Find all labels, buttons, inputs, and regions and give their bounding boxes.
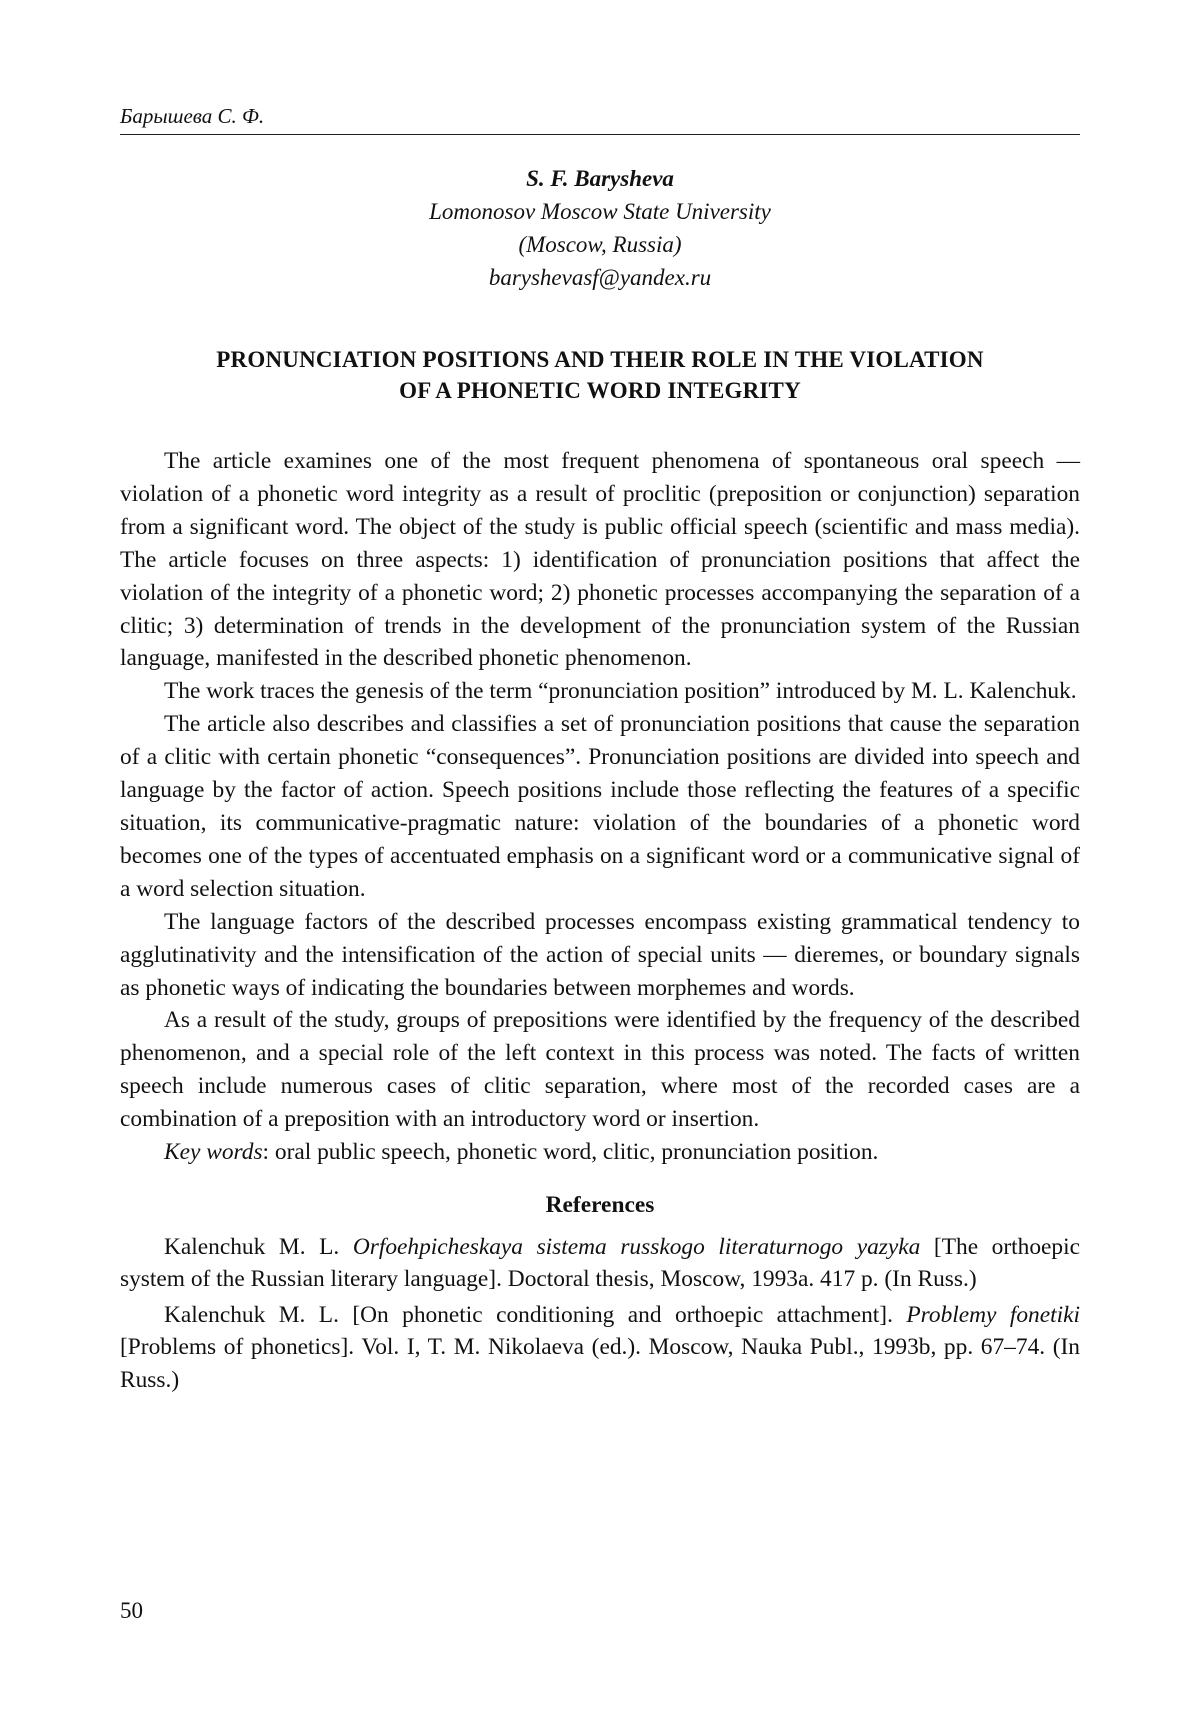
reference-italic-title: Orfoehpicheskaya sistema russkogo literaturnogo yazyka bbox=[352, 1233, 921, 1260]
institution: Lomonosov Moscow State University bbox=[429, 199, 771, 224]
article-title bbox=[120, 344, 1080, 406]
abstract-paragraph-2: The work traces the genesis of the term “pronunciation position” introduced by M. L. Kalenchuk. bbox=[164, 678, 1077, 705]
abstract-paragraph-3: The article also describes and classifies a set of pronunciation positions that cause the separation of a clitic with certain phonetic “consequences”. Pronunciation positions are divided into speech and language by the factor of action. Speech positions include those reflecting the features of a specific situation, its communicative-pragmatic nature: violation of the boundaries of a phonetic word becomes one of the types of accentuated emphasis on a significant word or a communicative signal of a word selection situation. bbox=[120, 711, 1080, 902]
reference-text: [The orthoepic system of the Russian literary language]. Doctoral thesis, Moscow, 1993a. 417 p. (In Russ.) bbox=[120, 1233, 1080, 1293]
keywords-label: Key words bbox=[164, 1139, 263, 1166]
header-rule bbox=[120, 134, 1080, 135]
article-page bbox=[120, 0, 1080, 1710]
author-name: S. F. Barysheva bbox=[526, 166, 674, 191]
location: (Moscow, Russia) bbox=[518, 232, 682, 257]
article-body bbox=[120, 445, 1080, 1396]
author-email[interactable]: baryshevasf@yandex.ru bbox=[488, 265, 712, 290]
references-heading: References bbox=[545, 1191, 655, 1218]
title-line-1: PRONUNCIATION POSITIONS AND THEIR ROLE IN THE VIOLATION bbox=[216, 347, 984, 372]
abstract-paragraph-5: As a result of the study, groups of prepositions were identified by the frequency of the described phenomenon, and a special role of the left context in this process was noted. The facts of written speech include numerous cases of clitic separation, where most of the recorded cases are a combination of a preposition with an introductory word or insertion. bbox=[120, 1007, 1080, 1133]
running-head: Барышева С. Ф. bbox=[120, 104, 265, 128]
reference-item bbox=[120, 1231, 1080, 1296]
reference-text: [Problems of phonetics]. Vol. I, T. M. Nikolaeva (ed.). Moscow, Nauka Publ., 1993b, pp. 67–74. (In Russ.) bbox=[120, 1334, 1080, 1393]
reference-text: Kalenchuk M. L. [On phonetic conditioning and orthoepic attachment]. bbox=[164, 1301, 907, 1328]
reference-item bbox=[120, 1299, 1080, 1397]
reference-text: Kalenchuk M. L. bbox=[164, 1233, 353, 1260]
title-line-2: OF A PHONETIC WORD INTEGRITY bbox=[399, 378, 801, 403]
keywords-paragraph bbox=[120, 1136, 1080, 1169]
abstract-paragraph-4: The language factors of the described processes encompass existing grammatical tendency to agglutinativity and the intensification of the action of special units — dieremes, or boundary signals as phonetic ways of indicating the boundaries between morphemes and words. bbox=[120, 908, 1080, 1001]
author-affiliation-block bbox=[120, 162, 1080, 294]
keywords-text: : oral public speech, phonetic word, clitic, pronunciation position. bbox=[262, 1139, 879, 1166]
page-number: 50 bbox=[120, 1598, 143, 1623]
reference-italic-title: Problemy fonetiki bbox=[906, 1301, 1080, 1328]
abstract-paragraph-1: The article examines one of the most frequent phenomena of spontaneous oral speech — violation of a phonetic word integrity as a result of proclitic (preposition or conjunction) separation from a significant word. The object of the study is public official speech (scientific and mass media). The article focuses on three aspects: 1) identification of pronunciation positions that affect the violation of the integrity of a phonetic word; 2) phonetic processes accompanying the separation of a clitic; 3) determination of trends in the development of the pronunciation system of the Russian language, manifested in the described phonetic phenomenon. bbox=[120, 448, 1080, 672]
